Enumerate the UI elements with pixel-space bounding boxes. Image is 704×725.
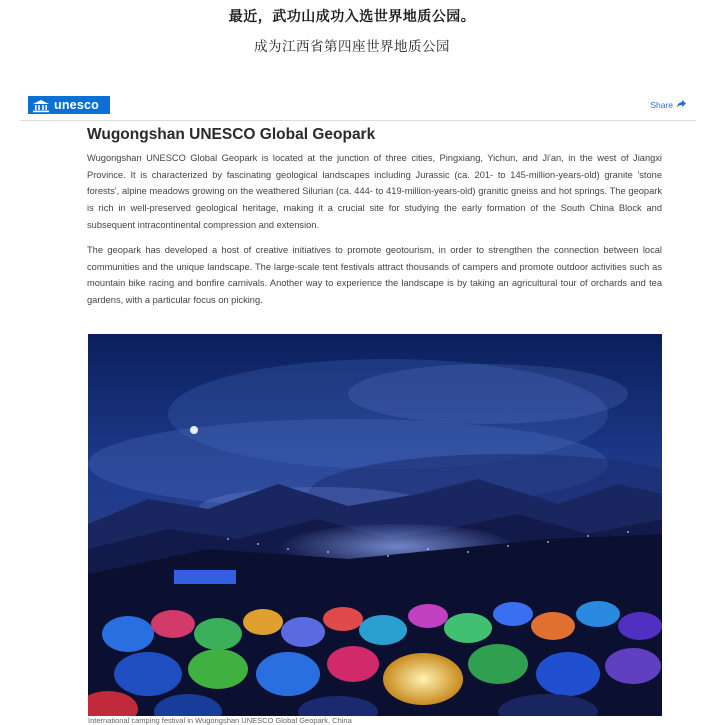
unesco-temple-icon xyxy=(32,98,50,112)
logo-text: unesco xyxy=(54,98,99,112)
photo-caption: International camping festival in Wugongshan UNESCO Global Geopark, China xyxy=(88,716,352,725)
headline: 最近，武功山成功入选世界地质公园。 xyxy=(228,9,476,25)
article-paragraph-1: Wugongshan UNESCO Global Geopark is located at the junction of three cities, Pingxiang, Yichun, and Ji'an, in the west of Jiangxi Province. It is characterized by fascinating geological landscapes including Jurassic (ca. 201- to 145-million-years-old) granite 'stone forests', alpine meadows growing on the weathered Silurian (ca. 444- to 419-million-years-old) granitic gneiss and hot springs. The geopark is rich in well-preserved geological heritage, making it a crucial site for studying the early formation of the South China Block and subsequent intracontinental compression and extension. xyxy=(87,153,662,230)
share-button[interactable] xyxy=(650,100,686,110)
share-arrow-icon xyxy=(677,100,686,110)
article-paragraph-2: The geopark has developed a host of creative initiatives to promote geotourism, in order to strengthen the connection between local communities and the unique landscape. The large-scale tent festivals attract thousands of campers and promote outdoor activities such as mountain bike racing and bonfire carnivals. Another way to experience the landscape is by taking an agricultural tour of orchards and tea gardens, with a particular focus on picking. xyxy=(87,245,662,306)
article-header-bar xyxy=(20,94,696,121)
share-label: Share xyxy=(650,100,673,110)
subheadline: 成为江西省第四座世界地质公园 xyxy=(254,39,450,55)
article-title: Wugongshan UNESCO Global Geopark xyxy=(87,126,376,143)
camping-festival-photo xyxy=(88,334,662,716)
unesco-logo[interactable] xyxy=(28,96,110,114)
